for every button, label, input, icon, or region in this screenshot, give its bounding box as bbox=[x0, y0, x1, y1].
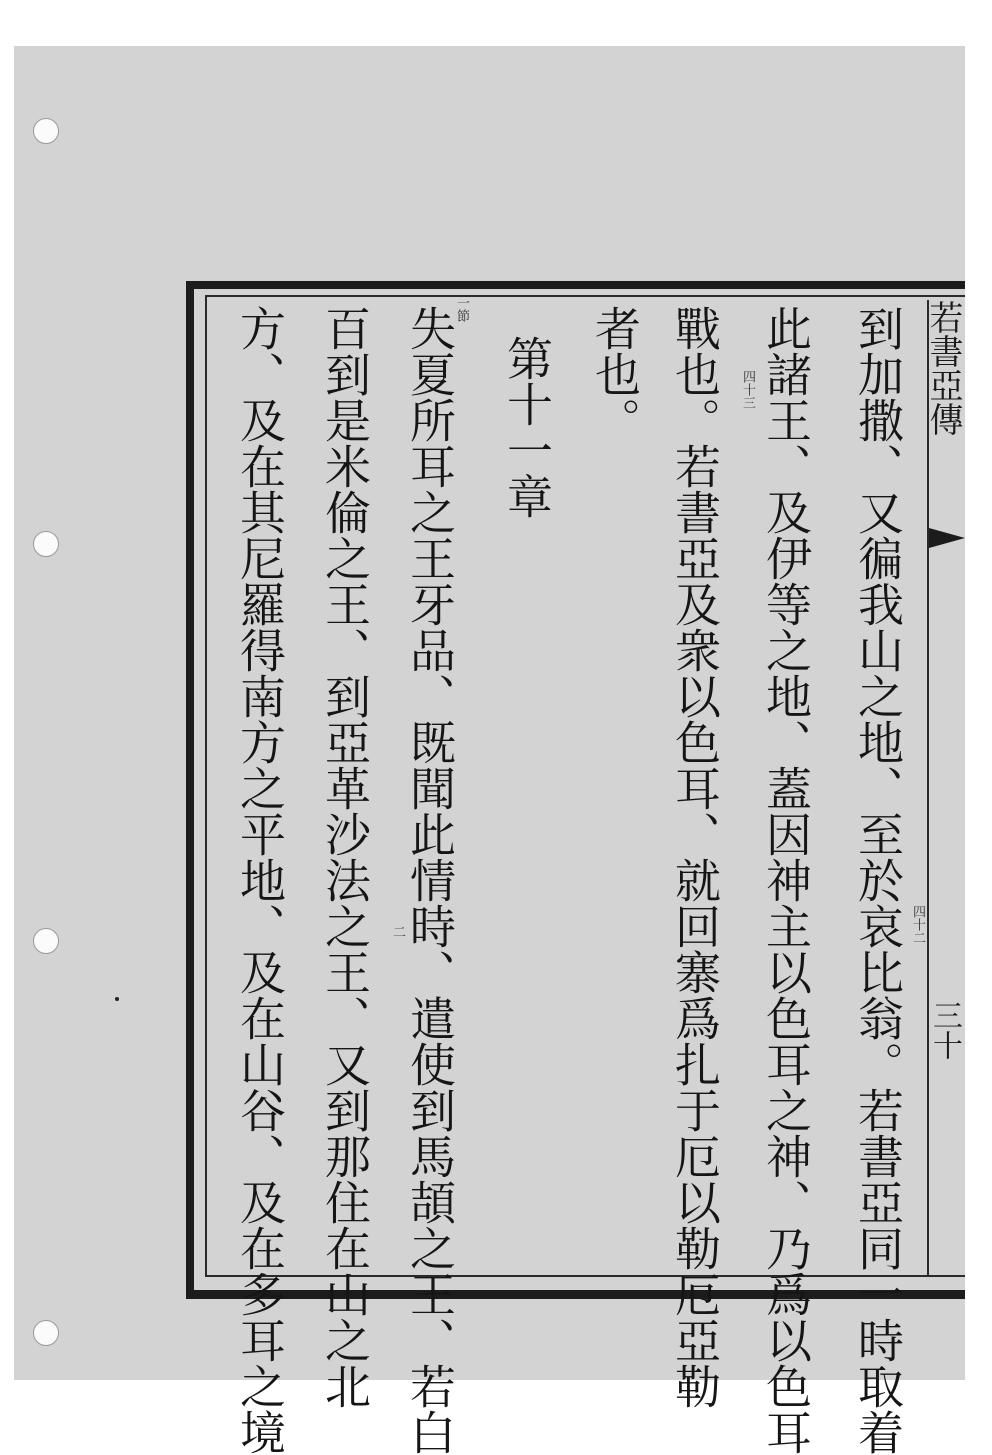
verse-marker-2: 二 bbox=[390, 925, 405, 938]
text-column-6: 百到是米倫之王、到亞革沙法之王、又到那住在山之北 bbox=[318, 305, 372, 1409]
fishtail-mark bbox=[929, 528, 965, 548]
verse-marker-43: 四十三 bbox=[740, 370, 755, 409]
binder-hole-lower bbox=[33, 928, 59, 954]
binder-hole-bottom bbox=[33, 1320, 59, 1346]
text-column-4: 者也。 bbox=[588, 305, 642, 443]
binder-hole-top bbox=[33, 118, 59, 144]
text-column-7: 方、及在其尼羅得南方之平地、及在山谷、及在多耳之境 bbox=[233, 305, 287, 1455]
running-title: 若書亞傳 bbox=[923, 300, 963, 436]
text-column-2: 此諸王、及伊等之地、蓋因神主以色耳之神、乃爲以色耳 bbox=[759, 305, 813, 1455]
binder-hole-middle bbox=[33, 531, 59, 557]
chapter-heading: 第十一章 bbox=[500, 335, 554, 519]
text-column-5: 失夏所耳之王牙品、既聞此情時、遣使到馬頡之王、若白 bbox=[403, 305, 457, 1455]
verse-marker-42: 四十二 bbox=[910, 905, 925, 944]
ink-speck bbox=[115, 997, 119, 1001]
margin-rule bbox=[927, 300, 929, 1275]
page-number: 三十 bbox=[927, 1000, 962, 1060]
text-column-3: 戰也。若書亞及衆以色耳、就回寨爲扎于厄以勒厄亞勒 bbox=[668, 305, 722, 1409]
text-column-1: 到加撒、又徧我山之地、至於哀比翁。若書亞同一時取着 bbox=[851, 305, 905, 1455]
section-marker: 一節 bbox=[454, 296, 469, 322]
